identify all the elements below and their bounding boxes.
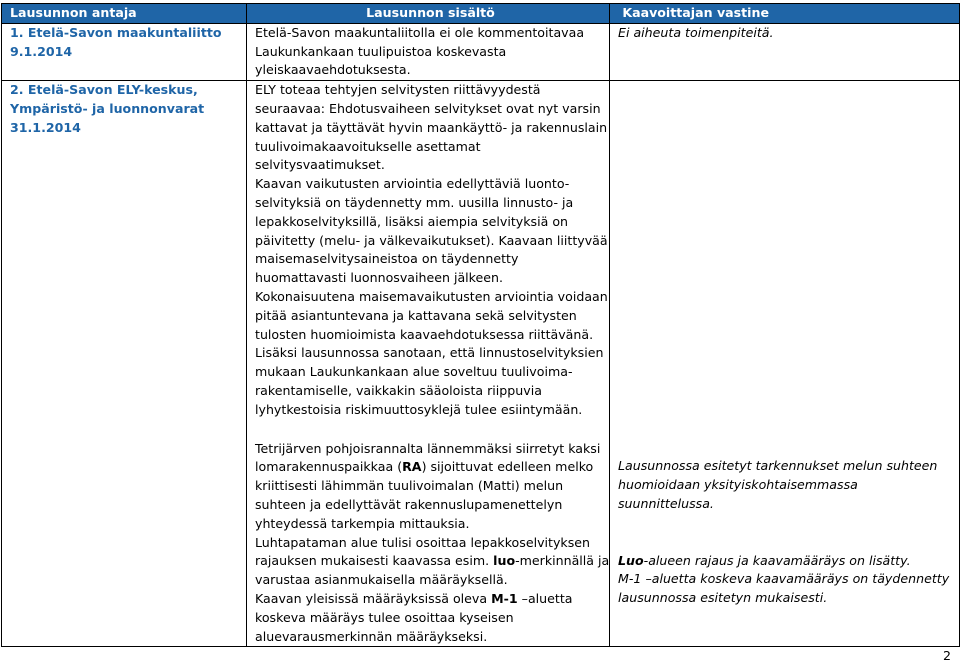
content-line: varustaa asianmukaisella määräyksellä. [255,572,508,588]
paragraph-gap [255,420,606,440]
content-line: Kokonaisuutena maisemavaikutusten arviointia voidaan [255,288,608,304]
content-line: kriittisesti lähimmän tuulivoimalan (Matti) melun [255,478,564,494]
content-line: aluevarausmerkinnän määräykseksi. [255,628,488,644]
luo-marking: Luo [618,552,644,568]
table-header-row [2,4,960,24]
response-spacer [618,81,956,457]
content-line: Kaavan yleisissä määräyksissä oleva M-1 –aluetta [255,590,573,606]
statement-table [1,3,960,647]
content-line: seuraavaa: Ehdotusvaiheen selvitykset ovat nyt varsin [255,100,601,116]
content-line: selvityksiä on täydennetty mm. uusilla linnusto- ja [255,194,574,210]
response-line: M-1 –aluetta koskeva kaavamääräys on täydennetty [618,571,950,587]
content-line: lomarakennuspaikkaa (RA) sijoittuvat edelleen melko [255,459,594,475]
response-line: huomioidaan yksityiskohtaisemmassa [618,476,858,492]
content-line: rakentamiselle, vaikkakin sääoloista riippuvia [255,382,542,398]
content-line: koskeva määräys tulee osoittaa kyseisen [255,609,514,625]
content-line: tulosten huomioimista kaavaehdotuksessa riittävänä. [255,326,594,342]
content-line: mukaan Laukunkankaan alue soveltuu tuulivoima- [255,364,573,380]
table-row [2,81,960,647]
table-row [2,23,960,80]
sender-date: 31.1.2014 [10,119,81,135]
content-line: maisemaselvitysaineistoa on täydennetty [255,251,519,267]
content-line: kattavat ja täyttävät hyvin maankäyttö- ja rakennuslain [255,119,608,135]
header-response: Kaavoittajan vastine [610,4,960,24]
sender-line: 2. Etelä-Savon ELY-keskus, [10,82,198,98]
content-line: selvitysvaatimukset. [255,157,385,173]
content-line: Etelä-Savon maakuntaliitolla ei ole kommentoitavaa [255,24,585,40]
sender-line: 1. Etelä-Savon maakuntaliitto [10,24,222,40]
sender-cell [2,81,247,647]
content-line: huomattavasti luonnosvaiheen jälkeen. [255,270,504,286]
content-line: tuulivoimakaavoitukselle asettamat [255,138,481,154]
sender-line: Ympäristö- ja luonnonvarat [10,100,205,116]
content-line: Luhtapataman alue tulisi osoittaa lepakkoselvityksen [255,534,591,550]
content-line: rajauksen mukaisesti kaavassa esim. luo-merkinnällä ja [255,553,610,569]
paragraph-gap [618,514,956,552]
content-line: Tetrijärven pohjoisrannalta lännemmäksi siirretyt kaksi [255,440,601,456]
content-line: yhteydessä tarkempia mittauksia. [255,515,470,531]
content-line: yleiskaavaehdotuksesta. [255,62,411,78]
page-number: 2 [942,648,951,663]
content-cell [247,81,610,647]
header-content: Lausunnon sisältö [247,4,610,24]
content-line: pitää asiantuntevana ja kattavana sekä selvitysten [255,307,577,323]
response-cell [610,23,960,80]
content-line: lyhytkestoisia riskimuuttosyklejä tulee esiintymään. [255,401,583,417]
content-line: Lisäksi lausunnossa sanotaan, että linnustoselvityksien [255,345,604,361]
content-line: päivitetty (melu- ja välkevaikutukset). Kaavaan liittyvää [255,232,608,248]
ra-marking: RA [402,459,422,475]
content-line: Laukunkankaan tuulipuistoa koskevasta [255,43,507,59]
response-line: lausunnossa esitetyn mukaisesti. [618,590,828,606]
sender-date: 9.1.2014 [10,43,73,59]
response-line: Ei aiheuta toimenpiteitä. [618,24,774,40]
content-line: ELY toteaa tehtyjen selvitysten riittävyydestä [255,82,541,98]
content-line: Kaavan vaikutusten arviointia edellyttäviä luonto- [255,176,570,192]
header-sender: Lausunnon antaja [2,4,247,24]
response-line: Lausunnossa esitetyt tarkennukset melun suhteen [618,458,938,474]
luo-marking: luo [493,553,516,569]
response-line: suunnittelussa. [618,495,714,511]
content-cell [247,23,610,80]
content-line: lepakkoselvityksillä, lisäksi aiempia selvityksiä on [255,213,569,229]
m1-marking: M-1 [491,590,518,606]
response-cell [610,81,960,647]
response-line: Luo-alueen rajaus ja kaavamääräys on lisätty. [618,552,911,568]
content-line: suhteen ja edellyttävät rakennuslupamenettelyn [255,496,563,512]
sender-cell [2,23,247,80]
